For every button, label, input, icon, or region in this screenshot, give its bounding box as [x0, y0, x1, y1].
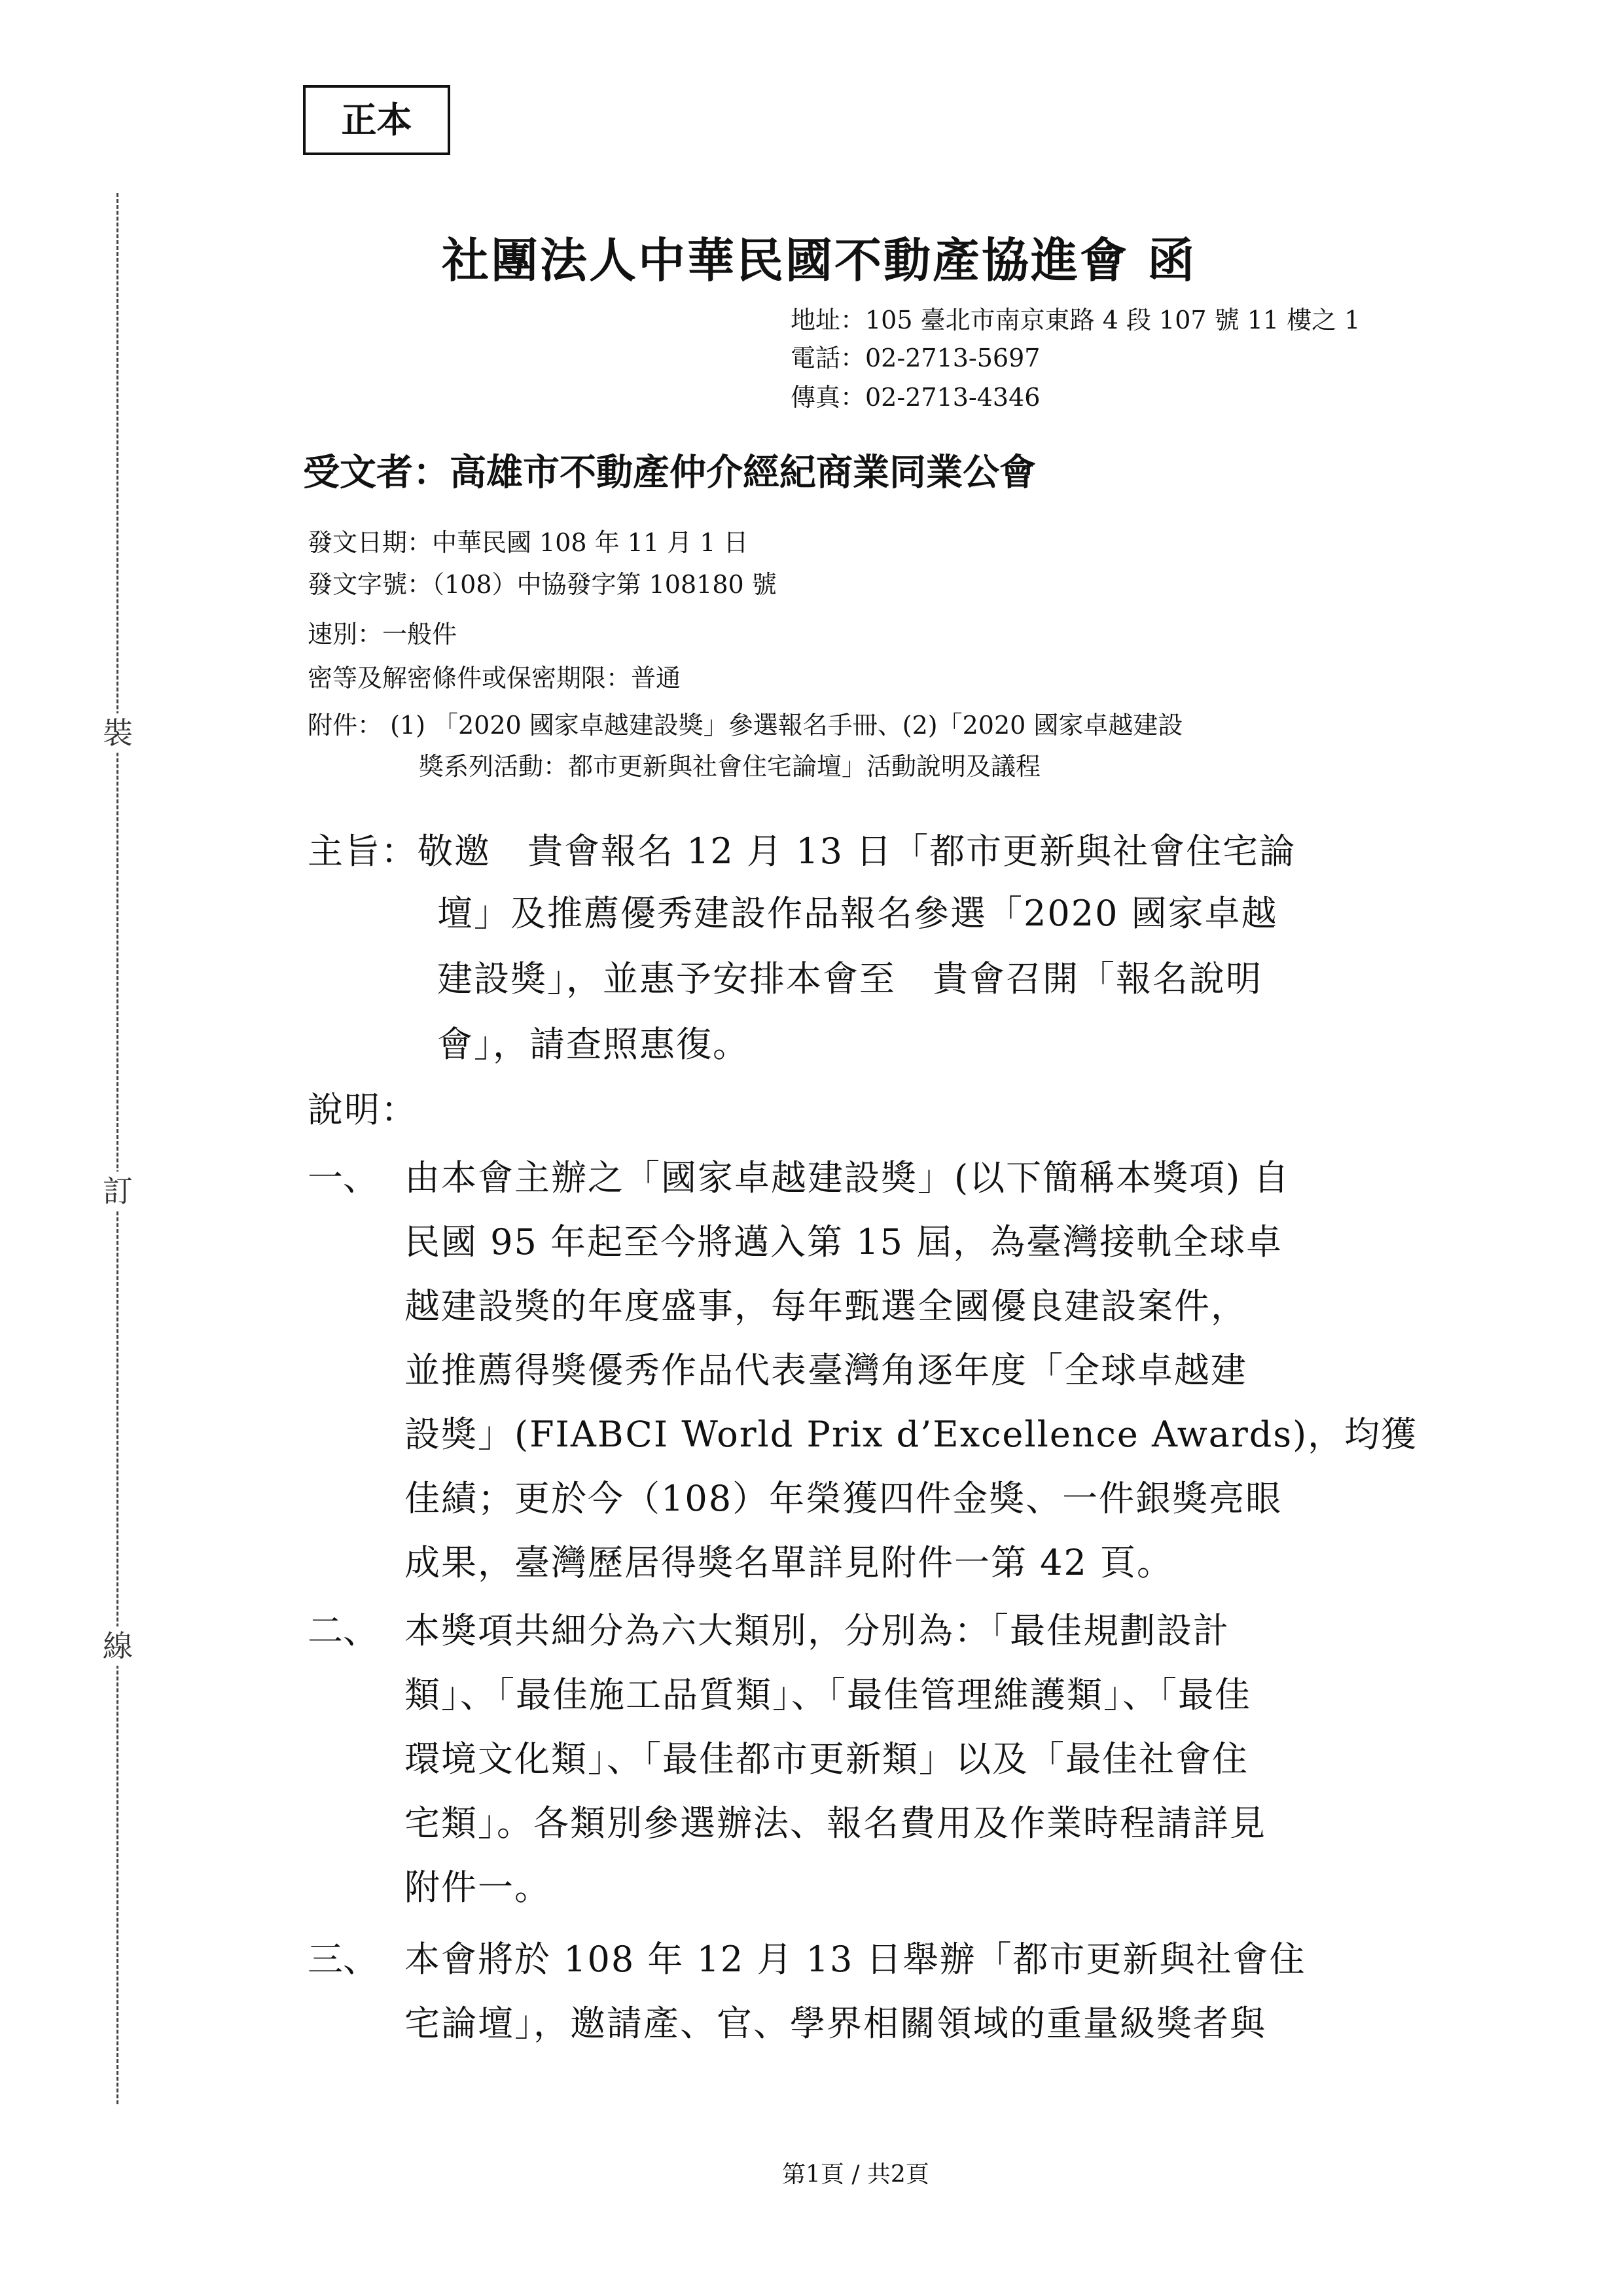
item-1-line: 由本會主辦之「國家卓越建設獎」(以下簡稱本獎項) 自: [404, 1157, 1291, 1198]
secrecy-level: 密等及解密條件或保密期限：普通: [308, 664, 681, 692]
item-number: 三、: [308, 1939, 378, 1980]
binding-mark-xian: 線: [95, 1626, 141, 1666]
item-1-line: 設獎」(FIABCI World Prix d’Excellence Awards)，均獲: [404, 1414, 1418, 1455]
subject-line-2: 壇」及推薦優秀建設作品報名參選「2020 國家卓越: [437, 893, 1278, 934]
item-1-line: 成果，臺灣歷居得獎名單詳見附件一第 42 頁。: [404, 1542, 1174, 1583]
item-1-line: 越建設獎的年度盛事，每年甄選全國優良建設案件，: [404, 1285, 1247, 1327]
subject-line-1: 主旨：敬邀 貴會報名 12 月 13 日「都市更新與社會住宅論: [308, 831, 1296, 872]
binding-mark-ding: 訂: [95, 1172, 141, 1211]
sender-phone: 電話：02-2713-5697: [791, 344, 1041, 372]
item-1-line: 佳績；更於今（108）年榮獲四件金獎、一件銀獎亮眼: [404, 1478, 1283, 1519]
explanation-label: 說明：: [308, 1089, 418, 1130]
item-number: 一、: [308, 1157, 378, 1198]
binding-line: [116, 193, 118, 2104]
recipient: 受文者：高雄市不動產仲介經紀商業同業公會: [303, 451, 1036, 494]
item-3-line: 宅論壇」，邀請產、官、學界相關領域的重量級獎者與: [404, 2003, 1266, 2044]
document-title: 社團法人中華民國不動產協進會 函: [442, 232, 1197, 288]
sender-address: 地址：105 臺北市南京東路 4 段 107 號 11 樓之 1: [791, 306, 1361, 334]
attachments-line-2: 獎系列活動：都市更新與社會住宅論壇」活動說明及議程: [419, 752, 1041, 781]
attachments-line-1: 附件： (1) 「2020 國家卓越建設獎」參選報名手冊、(2)「2020 國家卓越建設: [308, 711, 1183, 740]
item-1-line: 並推薦得獎優秀作品代表臺灣角逐年度「全球卓越建: [404, 1350, 1247, 1391]
subject-line-4: 會」，請查照惠復。: [437, 1024, 749, 1065]
binding-mark-zhuang: 裝: [95, 713, 141, 753]
sender-fax: 傳真：02-2713-4346: [791, 383, 1041, 412]
item-1-line: 民國 95 年起至今將邁入第 15 屆，為臺灣接軌全球卓: [404, 1221, 1283, 1263]
delivery-speed: 速別：一般件: [308, 620, 457, 649]
item-3-line: 本會將於 108 年 12 月 13 日舉辦「都市更新與社會住: [404, 1939, 1306, 1980]
item-2-line: 本獎項共細分為六大類別，分別為：「最佳規劃設計: [404, 1610, 1230, 1651]
page-number: 第1頁 / 共2頁: [782, 2161, 929, 2188]
item-2-line: 類」、「最佳施工品質類」、「最佳管理維護類」、「最佳: [404, 1674, 1251, 1715]
original-copy-stamp: 正本: [303, 85, 450, 155]
item-2-line: 宅類」。各類別參選辦法、報名費用及作業時程請詳見: [404, 1803, 1266, 1844]
item-2-line: 環境文化類」、「最佳都市更新類」以及「最佳社會住: [404, 1738, 1249, 1780]
subject-line-3: 建設獎」，並惠予安排本會至 貴會召開「報名說明: [437, 958, 1262, 999]
issue-date: 發文日期：中華民國 108 年 11 月 1 日: [308, 528, 749, 557]
document-number: 發文字號：（108）中協發字第 108180 號: [308, 570, 777, 599]
item-2-line: 附件一。: [404, 1867, 551, 1908]
item-number: 二、: [308, 1610, 378, 1651]
